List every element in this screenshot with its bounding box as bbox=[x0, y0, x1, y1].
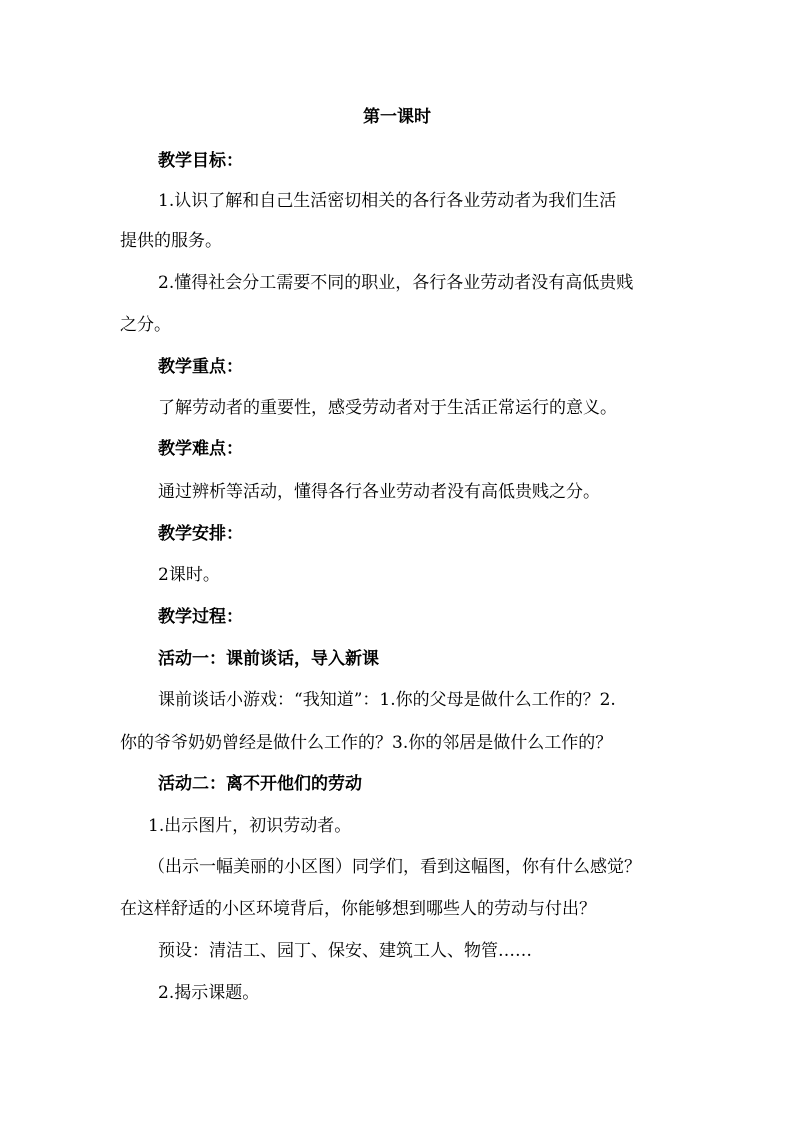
page-title: 第一课时 bbox=[363, 107, 431, 127]
schedule-text: 2课时。 bbox=[158, 565, 220, 585]
process-heading: 教学过程： bbox=[158, 607, 243, 627]
objective-2-line-1: 2.懂得社会分工需要不同的职业，各行各业劳动者没有高低贵贱 bbox=[158, 273, 634, 293]
key-points-heading: 教学重点： bbox=[158, 357, 243, 377]
activity-1-line-1: 课前谈话小游戏：“我知道”：1.你的父母是做什么工作的？2. bbox=[158, 690, 616, 710]
step-2: 2.揭示课题。 bbox=[158, 983, 260, 1003]
objective-1-line-1: 1.认识了解和自己生活密切相关的各行各业劳动者为我们生活 bbox=[158, 191, 617, 211]
objective-2-line-2: 之分。 bbox=[120, 315, 171, 335]
activity-2-heading: 活动二：离不开他们的劳动 bbox=[158, 774, 362, 794]
step-1: 1.出示图片，初识劳动者。 bbox=[148, 816, 352, 836]
step-1-description-line-1: （出示一幅美丽的小区图）同学们，看到这幅图，你有什么感觉？ bbox=[148, 857, 641, 877]
objectives-heading: 教学目标： bbox=[158, 151, 243, 171]
preset-text: 预设：清洁工、园丁、保安、建筑工人、物管…… bbox=[158, 941, 532, 961]
objective-1-line-2: 提供的服务。 bbox=[120, 231, 222, 251]
activity-1-line-2: 你的爷爷奶奶曾经是做什么工作的？3.你的邻居是做什么工作的？ bbox=[120, 733, 613, 753]
step-1-description-line-2: 在这样舒适的小区环境背后，你能够想到哪些人的劳动与付出？ bbox=[120, 899, 596, 919]
difficulties-heading: 教学难点： bbox=[158, 439, 243, 459]
key-points-text: 了解劳动者的重要性，感受劳动者对于生活正常运行的意义。 bbox=[158, 398, 617, 418]
activity-1-heading: 活动一：课前谈话，导入新课 bbox=[158, 649, 379, 669]
schedule-heading: 教学安排： bbox=[158, 524, 243, 544]
difficulties-text: 通过辨析等活动，懂得各行各业劳动者没有高低贵贱之分。 bbox=[158, 482, 600, 502]
